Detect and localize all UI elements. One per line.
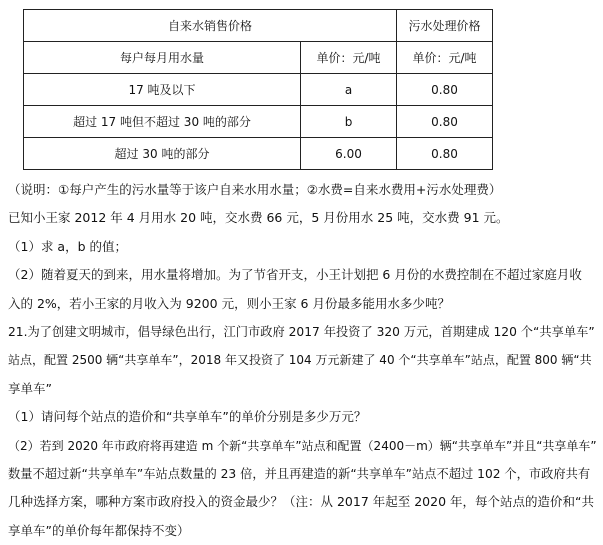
note-line: （说明：①每户产生的污水量等于该户自来水用水量；②水费=自来水费用+污水处理费） [8,182,502,197]
price-cell: a [301,74,397,106]
problem-21-question-2-cont: 享单车”的单价每年都保持不变） [8,522,190,538]
problem-21-question-2-cont: 数量不超过新“共享单车”车站点数量的 23 倍，并且再建造的新“共享单车”站点不超过 102 个，市政府共有 [8,466,591,481]
problem-21-cont: 享单车” [8,380,52,396]
problem-21: 21.为了创建文明城市，倡导绿色出行，江门市政府 2017 年投资了 320 万元，首期建成 120 个“共享单车” [8,324,595,339]
problem-21-question-2: （2）若到 2020 年市政府将再建造 m 个新“共享单车”站点和配置（2400－m）辆“共享单车”并且“共享单车” [8,438,597,453]
table-row [24,138,493,170]
col-header-usage: 每户每月用水量 [24,42,301,74]
question-2-cont: 入的 2%，若小王家的月收入为 9200 元，则小王家 6 月份最多能用水多少吨？ [8,295,450,311]
table-row [24,106,493,138]
col-header-sewage-unit-price: 单价：元/吨 [397,42,493,74]
usage-cell: 17 吨及以下 [24,74,301,106]
col-header-unit-price: 单价：元/吨 [301,42,397,74]
price-cell: 6.00 [301,138,397,170]
sewage-cell: 0.80 [397,74,493,106]
question-2: （2）随着夏天的到来，用水量将增加。为了节省开支，小王计划把 6 月份的水费控制在不超过家庭月收 [8,267,582,283]
sewage-cell: 0.80 [397,106,493,138]
header-sewage-price: 污水处理价格 [397,10,493,42]
usage-cell: 超过 17 吨但不超过 30 吨的部分 [24,106,301,138]
question-1: （1）求 a，b 的值； [8,238,127,254]
header-water-sales-price: 自来水销售价格 [24,10,397,42]
sewage-cell: 0.80 [397,138,493,170]
water-price-table [23,9,493,170]
problem-21-cont: 站点，配置 2500 辆“共享单车”，2018 年又投资了 104 万元新建了 40 个“共享单车”站点，配置 800 辆“共 [8,353,592,368]
usage-cell: 超过 30 吨的部分 [24,138,301,170]
given-line: 已知小王家 2012 年 4 月用水 20 吨，交水费 66 元，5 月份用水 25 吨，交水费 91 元。 [8,210,509,226]
problem-21-question-2-cont: 几种选择方案，哪种方案市政府投入的资金最少？（注：从 2017 年起至 2020 年，每个站点的造价和“共 [8,494,594,510]
problem-text [8,176,600,545]
price-cell: b [301,106,397,138]
table-row [24,74,493,106]
problem-21-question-1: （1）请问每个站点的造价和“共享单车”的单价分别是多少万元？ [8,409,367,425]
